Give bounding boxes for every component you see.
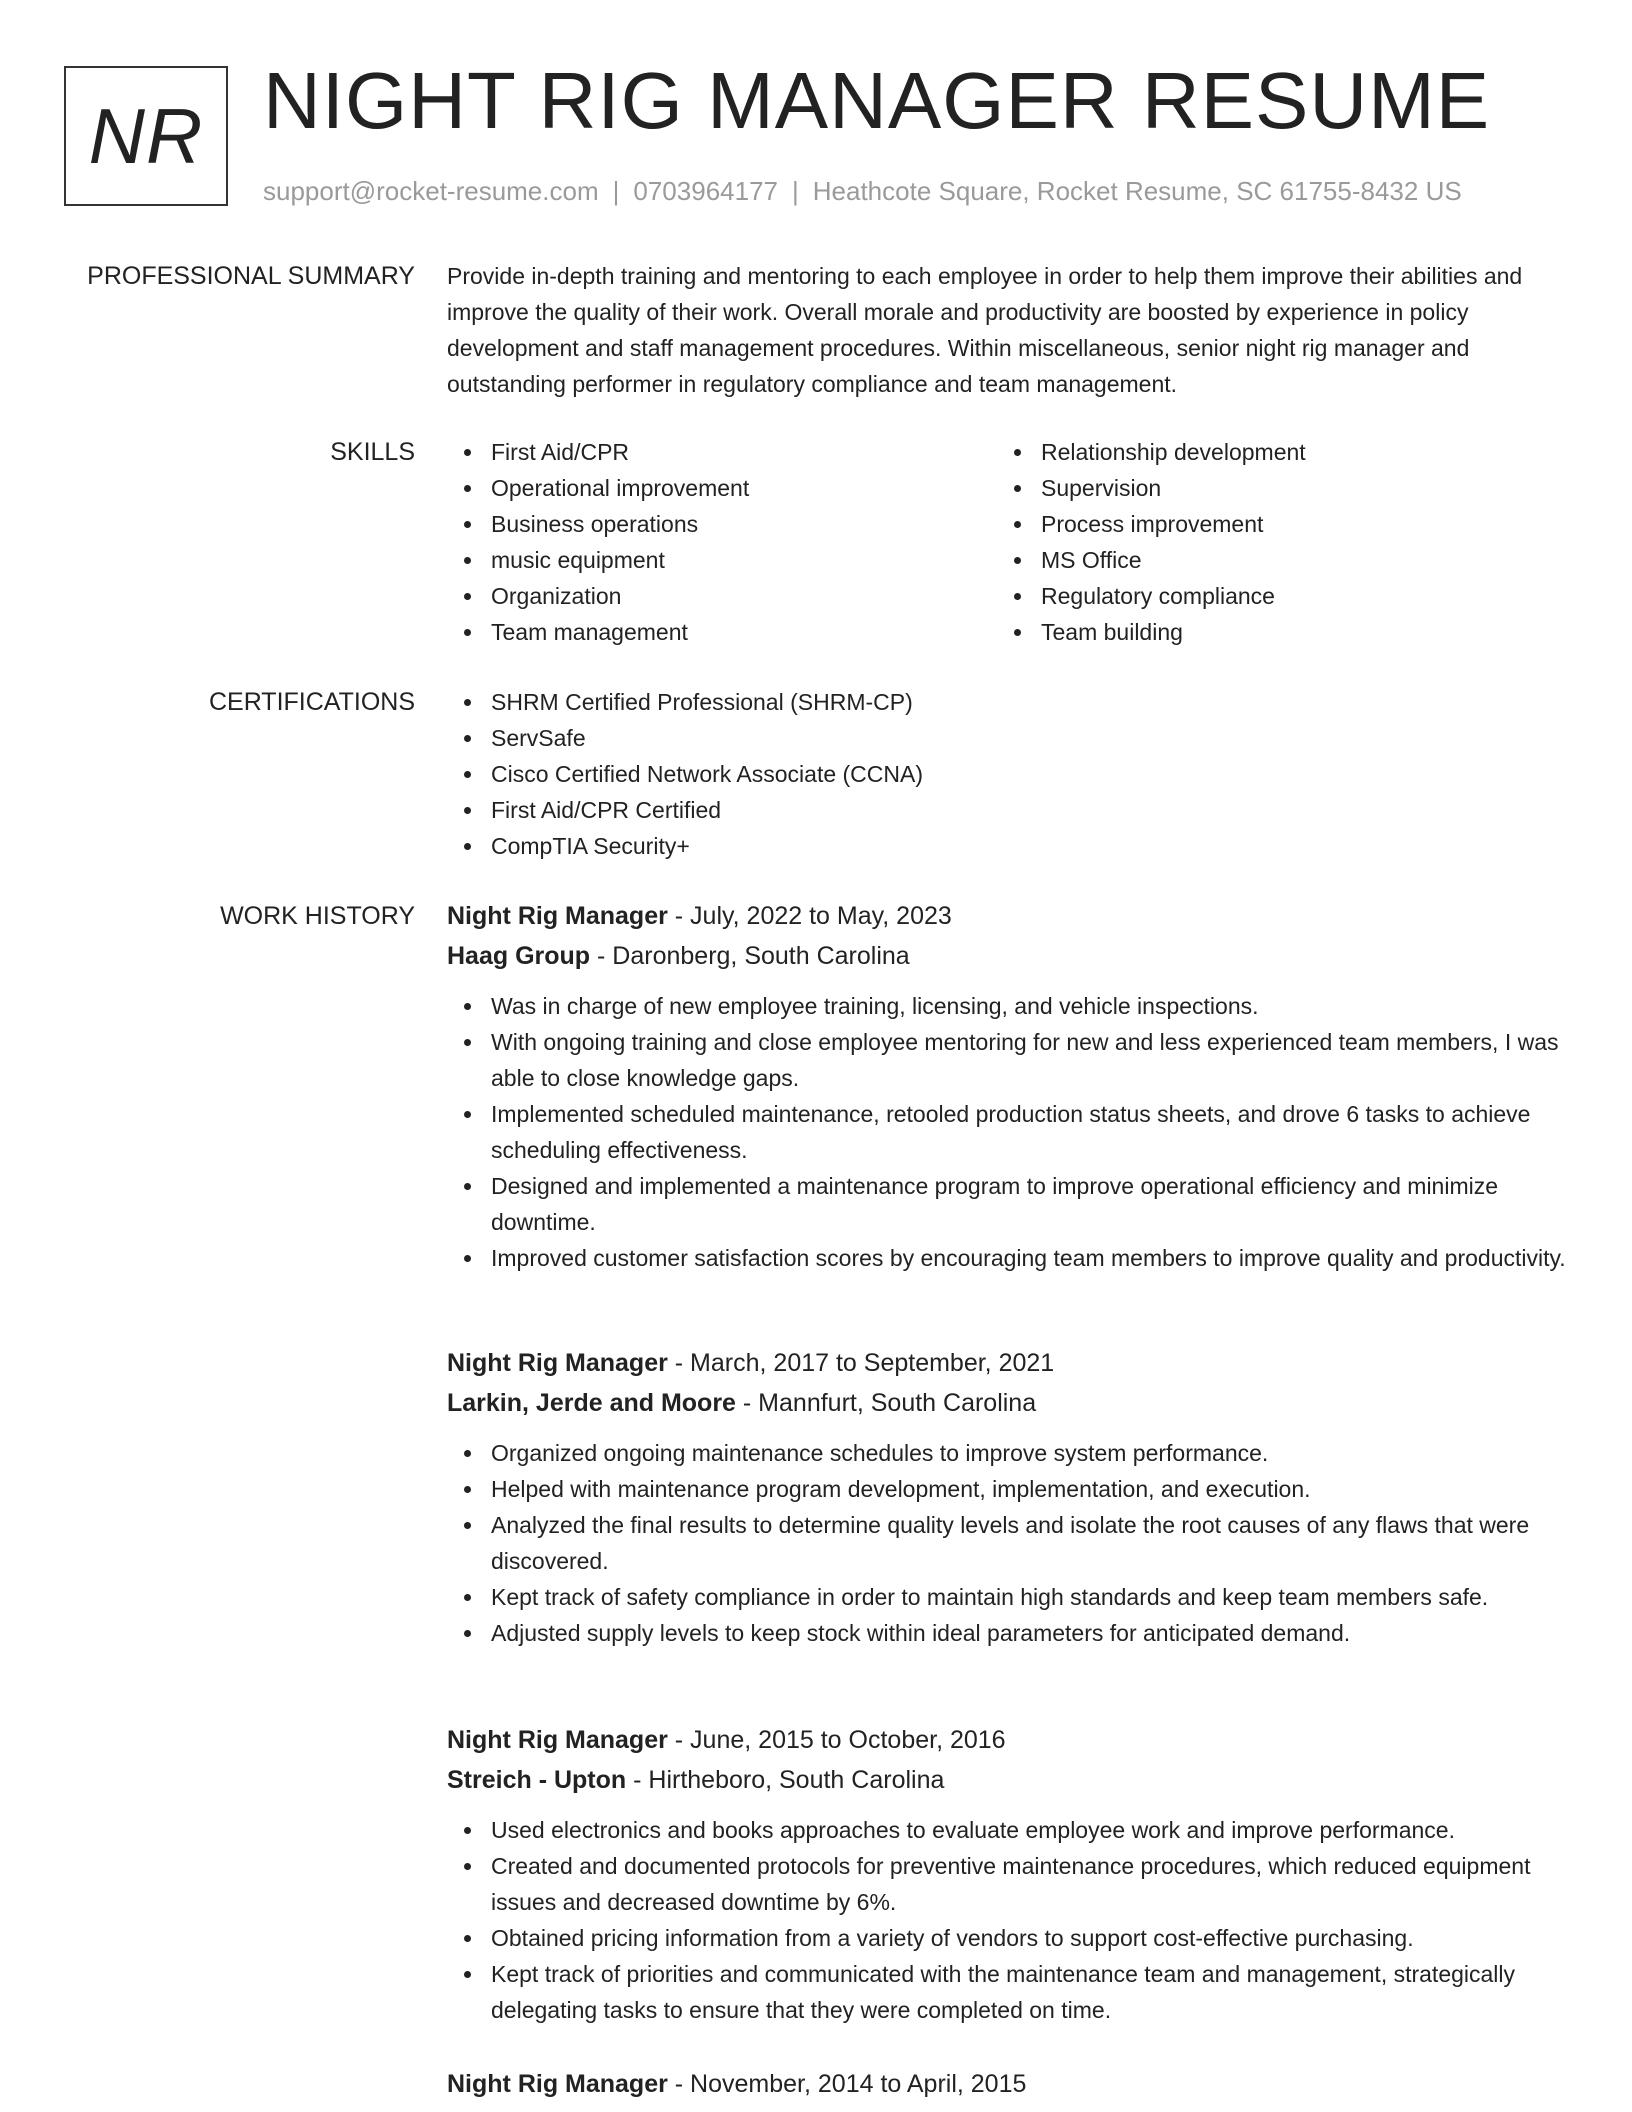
skill-item: Operational improvement bbox=[447, 470, 997, 506]
skill-item: music equipment bbox=[447, 542, 997, 578]
job-title-line bbox=[447, 1343, 1567, 1383]
skill-item: Relationship development bbox=[997, 434, 1547, 470]
job-bullets bbox=[447, 1812, 1567, 2028]
job-location: - Daronberg, South Carolina bbox=[590, 942, 910, 970]
job-title-line bbox=[447, 1720, 1567, 1760]
job-title: Night Rig Manager bbox=[447, 1349, 668, 1377]
certification-item: CompTIA Security+ bbox=[447, 828, 1567, 864]
job-title: Night Rig Manager bbox=[447, 902, 668, 930]
skill-item: MS Office bbox=[997, 542, 1547, 578]
job-location: - Mannfurt, South Carolina bbox=[735, 1389, 1037, 1417]
certifications-list bbox=[447, 684, 1567, 864]
job-dates: - November, 2014 to April, 2015 bbox=[667, 2070, 1027, 2098]
job-title: Night Rig Manager bbox=[447, 2070, 668, 2098]
summary-text: Provide in-depth training and mentoring to each employee in order to help them improve their abilities and improve the quality of their work. Overall morale and productivity are boosted by experience in policy development and staff management procedures. Within miscellaneous, senior night rig manager and outstanding performer in regulatory compliance and team management. bbox=[447, 263, 1523, 397]
skills-list-right bbox=[997, 434, 1547, 650]
job-bullets bbox=[447, 988, 1567, 1276]
job-dates: - June, 2015 to October, 2016 bbox=[667, 1726, 1006, 1754]
section-label-skills: SKILLS bbox=[330, 438, 415, 466]
job-company-line bbox=[447, 936, 1567, 976]
certification-item: Cisco Certified Network Associate (CCNA) bbox=[447, 756, 1567, 792]
monogram-logo: NR bbox=[64, 66, 228, 206]
certifications-body bbox=[447, 684, 1567, 864]
job-bullet: With ongoing training and close employee mentoring for new and less experienced team members, I was able to close knowledge gaps. bbox=[447, 1024, 1567, 1096]
job-company: Streich - Upton bbox=[447, 1766, 627, 1794]
contact-address: Heathcote Square, Rocket Resume, SC 61755-8432 US bbox=[812, 176, 1462, 206]
job-bullet: Used electronics and books approaches to evaluate employee work and improve performance. bbox=[447, 1812, 1567, 1848]
job-bullet: Adjusted supply levels to keep stock within ideal parameters for anticipated demand. bbox=[447, 1615, 1567, 1651]
skills-list-left bbox=[447, 434, 997, 650]
summary-body bbox=[447, 258, 1567, 402]
skills-body bbox=[447, 434, 1567, 650]
certification-item: ServSafe bbox=[447, 720, 1567, 756]
certification-item: First Aid/CPR Certified bbox=[447, 792, 1567, 828]
job-company-line bbox=[447, 1383, 1567, 1423]
job-entry bbox=[447, 1343, 1567, 1651]
job-dates: - March, 2017 to September, 2021 bbox=[667, 1349, 1055, 1377]
page-title: NIGHT RIG MANAGER RESUME bbox=[263, 56, 1491, 145]
contact-separator: | bbox=[612, 176, 620, 206]
job-bullet: Helped with maintenance program development, implementation, and execution. bbox=[447, 1471, 1567, 1507]
skill-item: Team management bbox=[447, 614, 997, 650]
contact-phone: 0703964177 bbox=[633, 176, 778, 206]
section-label-work-history: WORK HISTORY bbox=[220, 902, 415, 930]
job-bullet: Kept track of safety compliance in order to maintain high standards and keep team members safe. bbox=[447, 1579, 1567, 1615]
contact-line bbox=[263, 174, 1462, 208]
skill-item: First Aid/CPR bbox=[447, 434, 997, 470]
job-title-line bbox=[447, 2064, 1567, 2104]
job-company-line bbox=[447, 1760, 1567, 1800]
job-dates: - July, 2022 to May, 2023 bbox=[667, 902, 952, 930]
job-bullet: Kept track of priorities and communicated with the maintenance team and management, strategically delegating tasks to ensure that they were completed on time. bbox=[447, 1956, 1567, 2028]
contact-email: support@rocket-resume.com bbox=[263, 176, 599, 206]
skill-item: Process improvement bbox=[997, 506, 1547, 542]
job-bullet: Improved customer satisfaction scores by encouraging team members to improve quality and productivity. bbox=[447, 1240, 1567, 1276]
job-title: Night Rig Manager bbox=[447, 1726, 668, 1754]
job-entry bbox=[447, 2064, 1567, 2104]
skill-item: Regulatory compliance bbox=[997, 578, 1547, 614]
job-entry bbox=[447, 896, 1567, 1276]
job-bullet: Analyzed the final results to determine quality levels and isolate the root causes of any flaws that were discovered. bbox=[447, 1507, 1567, 1579]
job-company: Haag Group bbox=[447, 942, 591, 970]
skill-item: Business operations bbox=[447, 506, 997, 542]
job-bullet: Organized ongoing maintenance schedules to improve system performance. bbox=[447, 1435, 1567, 1471]
job-bullet: Created and documented protocols for preventive maintenance procedures, which reduced equipment issues and decreased downtime by 6%. bbox=[447, 1848, 1567, 1920]
section-label-summary: PROFESSIONAL SUMMARY bbox=[87, 262, 415, 290]
certification-item: SHRM Certified Professional (SHRM-CP) bbox=[447, 684, 1567, 720]
job-bullet: Implemented scheduled maintenance, retooled production status sheets, and drove 6 tasks to achieve scheduling effectiveness. bbox=[447, 1096, 1567, 1168]
job-bullet: Was in charge of new employee training, licensing, and vehicle inspections. bbox=[447, 988, 1567, 1024]
section-label-certifications: CERTIFICATIONS bbox=[208, 688, 415, 716]
skill-item: Supervision bbox=[997, 470, 1547, 506]
job-bullets bbox=[447, 1435, 1567, 1651]
skill-item: Organization bbox=[447, 578, 997, 614]
job-company: Larkin, Jerde and Moore bbox=[447, 1389, 736, 1417]
job-location: - Hirtheboro, South Carolina bbox=[626, 1766, 945, 1794]
job-bullet: Obtained pricing information from a variety of vendors to support cost-effective purchasing. bbox=[447, 1920, 1567, 1956]
skill-item: Team building bbox=[997, 614, 1547, 650]
job-title-line bbox=[447, 896, 1567, 936]
contact-separator: | bbox=[792, 176, 799, 206]
job-bullet: Designed and implemented a maintenance program to improve operational efficiency and minimize downtime. bbox=[447, 1168, 1567, 1240]
job-entry bbox=[447, 1720, 1567, 2028]
